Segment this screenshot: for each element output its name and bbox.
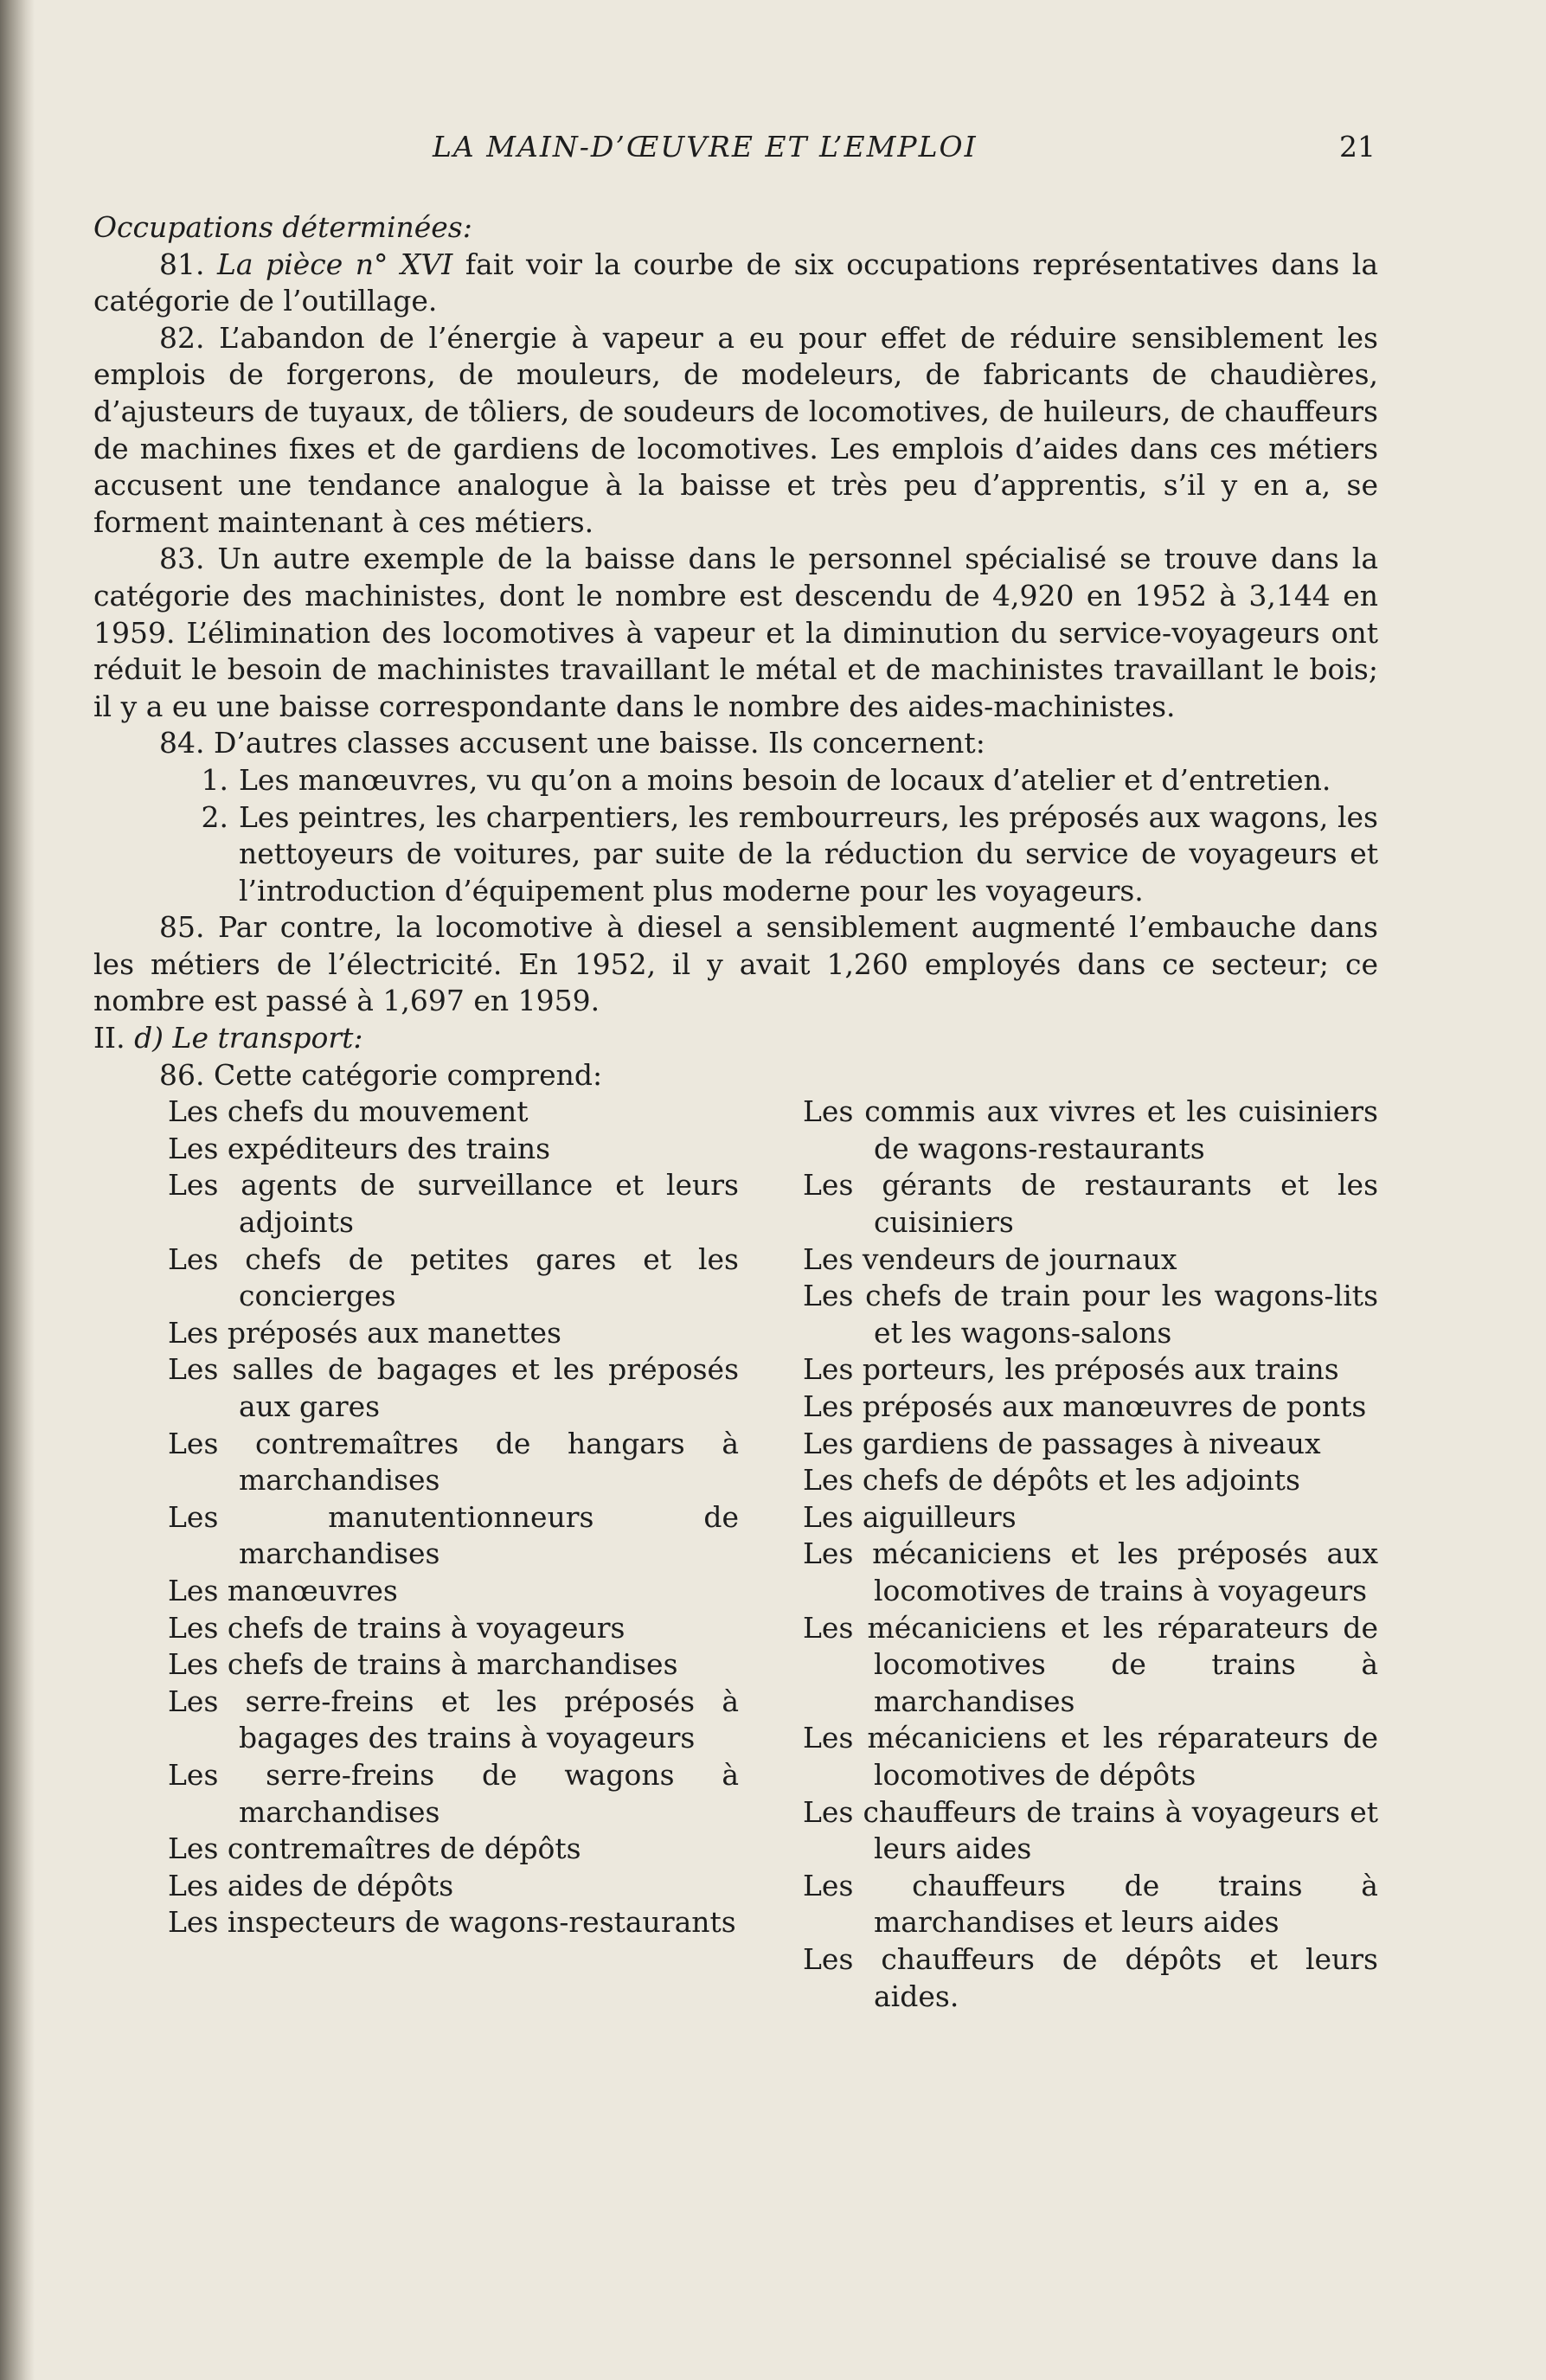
list-item: Les contremaîtres de hangars à marchandises: [168, 1426, 739, 1498]
list-item: Les chefs du mouvement: [168, 1094, 529, 1129]
list-item: Les préposés aux manettes: [168, 1315, 561, 1350]
list-item: Les mécaniciens et les réparateurs de locomotives de trains à marchandises: [803, 1610, 1378, 1718]
list-item: Les chefs de train pour les wagons-lits et les wagons-salons: [803, 1279, 1378, 1350]
list-item-text: Les peintres, les charpentiers, les rembourreurs, les préposés aux wagons, les nettoyeurs de voitures, par suite de la réduction du service de voyageurs et l’introduction d’équipement plus moderne pour les voyageurs.: [239, 799, 1378, 908]
paragraph-81-text: fait voir la courbe de six occupations représentatives dans la catégorie de l’outillage.: [93, 247, 1378, 318]
list-item: Les serre-freins de wagons à marchandises: [168, 1757, 739, 1829]
list-item: Les aiguilleurs: [803, 1499, 1017, 1534]
list-item: [93, 762, 1378, 799]
list-item: [93, 799, 1378, 910]
list-item: Les porteurs, les préposés aux trains: [803, 1352, 1339, 1387]
paragraph-85: 85. Par contre, la locomotive à diesel a sensiblement augmenté l’embauche dans les métiers de l’électricité. En 1952, il y avait 1,260 employés dans ce secteur; ce nombre est passé à 1,697 en 1959.: [93, 910, 1378, 1018]
paragraph-81: [93, 247, 1378, 320]
page-header: [0, 130, 1546, 175]
list-item: Les chefs de trains à marchandises: [168, 1647, 678, 1682]
paragraph-84: 84. D’autres classes accusent une baisse. Ils concernent:: [159, 726, 985, 760]
list-item: Les gardiens de passages à niveaux: [803, 1426, 1321, 1460]
list-item: Les inspecteurs de wagons-restaurants: [168, 1905, 736, 1940]
list-item: Les chauffeurs de trains à marchandises et leurs aides: [803, 1868, 1378, 1940]
page-binding-shadow: [0, 0, 35, 2380]
list-item-text: Les manœuvres, vu qu’on a moins besoin de locaux d’atelier et d’entretien.: [239, 762, 1331, 797]
paragraph-83: 83. Un autre exemple de la baisse dans le personnel spécialisé se trouve dans la catégorie des machinistes, dont le nombre est descendu de 4,920 en 1952 à 3,144 en 1959. L’élimination des locomotives à vapeur et la diminution du service-voyageurs ont réduit le besoin de machinistes travaillant le métal et de machinistes travaillant le bois; il y a eu une baisse correspondante dans le nombre des aides-machinistes.: [93, 542, 1378, 723]
occupation-columns: [93, 1094, 1378, 2015]
subsection-heading: [93, 1020, 1378, 1057]
list-item: Les chefs de trains à voyageurs: [168, 1610, 625, 1645]
list-item: Les chauffeurs de trains à voyageurs et leurs aides: [803, 1794, 1378, 1866]
list-item: Les préposés aux manœuvres de ponts: [803, 1389, 1367, 1423]
list-item: Les chefs de petites gares et les concierges: [168, 1241, 739, 1313]
list-item: Les chauffeurs de dépôts et leurs aides.: [803, 1941, 1378, 2013]
list-item: Les gérants de restaurants et les cuisiniers: [803, 1168, 1378, 1240]
paragraph-84-list: [93, 762, 1378, 909]
subsection-letter: d): [134, 1021, 164, 1055]
list-item: Les manœuvres: [168, 1573, 398, 1607]
paragraph-81-reference: La pièce n° XVI: [216, 247, 453, 281]
list-item: Les contremaîtres de dépôts: [168, 1832, 581, 1866]
list-item: Les serre-freins et les préposés à bagages des trains à voyageurs: [168, 1684, 739, 1755]
paragraph-81-number: 81.: [159, 247, 205, 281]
page-body: [93, 209, 1378, 2015]
list-item: Les aides de dépôts: [168, 1868, 454, 1902]
page-number: 21: [1339, 130, 1376, 164]
occupation-list-left: [168, 1094, 739, 2015]
list-item: Les commis aux vivres et les cuisiniers de wagons-restaurants: [803, 1094, 1378, 1165]
paragraph-82: 82. L’abandon de l’énergie à vapeur a eu pour effet de réduire sensiblement les emplois de forgerons, de mouleurs, de modeleurs, de fabricants de chaudières, d’ajusteurs de tuyaux, de tôliers, de soudeurs de locomotives, de huileurs, de chauffeurs de machines fixes et de gardiens de locomotives. Les emplois d’aides dans ces métiers accusent une tendance analogue à la baisse et très peu d’apprentis, s’il y en a, se forment maintenant à ces métiers.: [93, 320, 1378, 539]
list-item: Les mécaniciens et les préposés aux locomotives de trains à voyageurs: [803, 1536, 1378, 1607]
subsection-title: Le transport:: [164, 1021, 363, 1055]
running-head: LA MAIN-D’ŒUVRE ET L’EMPLOI: [433, 130, 978, 164]
list-item: Les agents de surveillance et leurs adjoints: [168, 1168, 739, 1240]
section-title: Occupations déterminées:: [93, 210, 472, 244]
list-item: Les manutentionneurs de marchandises: [168, 1499, 739, 1571]
list-item: Les vendeurs de journaux: [803, 1241, 1177, 1276]
list-item-number: 1.: [201, 762, 228, 797]
subsection-prefix: II.: [93, 1021, 135, 1055]
list-item: Les chefs de dépôts et les adjoints: [803, 1463, 1300, 1498]
occupation-list-right: [803, 1094, 1378, 2015]
paragraph-86: 86. Cette catégorie comprend:: [159, 1057, 603, 1092]
list-item: Les expéditeurs des trains: [168, 1131, 551, 1165]
list-item: Les mécaniciens et les réparateurs de locomotives de dépôts: [803, 1721, 1378, 1792]
list-item-number: 2.: [201, 799, 228, 834]
list-item: Les salles de bagages et les préposés aux gares: [168, 1352, 739, 1423]
